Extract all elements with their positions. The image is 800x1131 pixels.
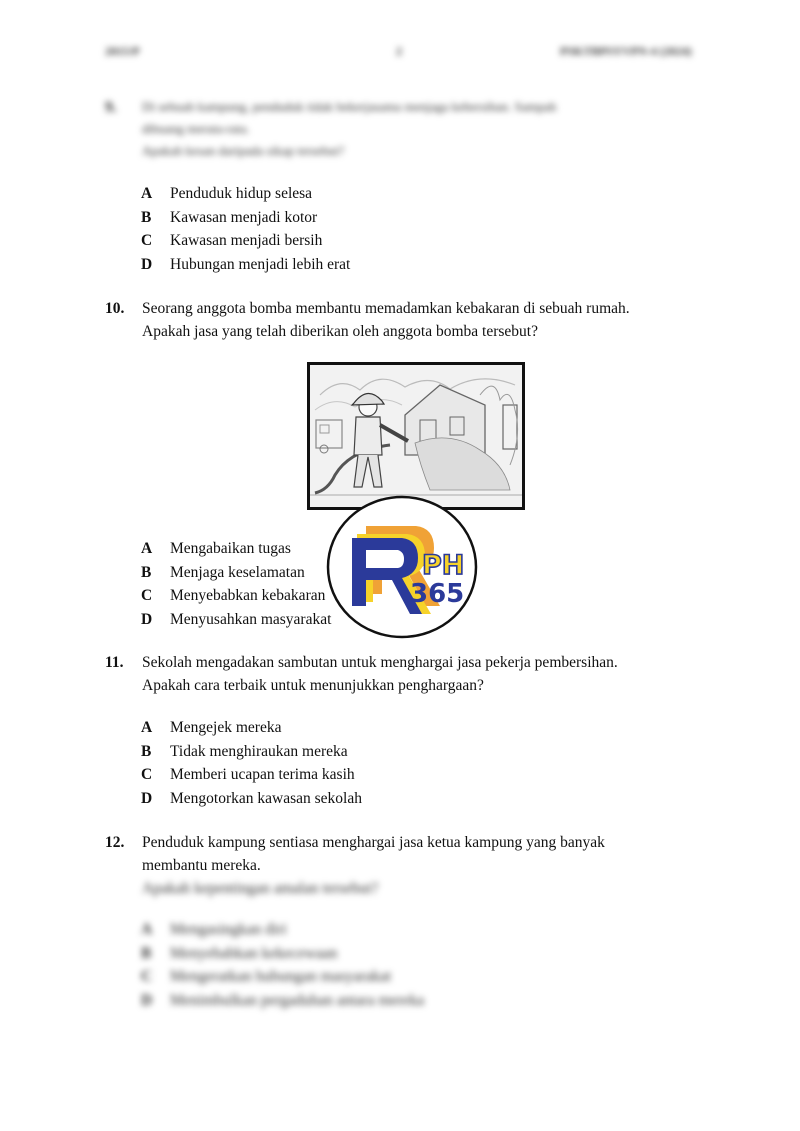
option-text: Kawasan menjadi kotor [170,208,318,226]
option-text: Menyebabkan kekecewaan [170,944,338,962]
option-a[interactable] [141,918,424,942]
option-text: Mengasingkan diri [170,921,287,938]
option-text: Menimbulkan pergaduhan antara mereka [170,991,425,1009]
question-9 [105,96,665,162]
logo-ph-text: PH [422,550,465,581]
question-line: Apakah kesan daripada sikap tersebut? [142,143,345,158]
option-label: A [141,719,153,736]
option-label: C [141,232,153,249]
option-b[interactable] [141,740,362,764]
question-line: Penduduk kampung sentiasa menghargai jasa ketua kampung yang banyak [142,834,605,851]
question-line: Apakah cara terbaik untuk menunjukkan penghargaan? [142,677,484,694]
option-c[interactable] [141,965,424,989]
question-text [142,297,665,343]
question-text [142,96,665,162]
options-q12 [141,918,424,1012]
option-label: A [141,185,153,202]
options-q10 [141,537,331,631]
option-label: D [141,255,153,273]
option-c[interactable] [141,584,331,608]
option-a[interactable] [141,182,350,206]
question-line: Apakah kepentingan amalan tersebut? [142,880,379,897]
options-q11 [141,716,362,810]
question-text [142,651,665,697]
question-number: 11. [105,654,124,671]
option-text: Kawasan menjadi bersih [170,232,323,249]
options-q9 [141,182,350,276]
question-number: 12. [105,834,125,851]
question-number: 9. [105,99,117,116]
option-text: Mengotorkan kawasan sekolah [170,789,362,807]
option-text: Memberi ucapan terima kasih [170,766,355,783]
option-label: C [141,587,153,604]
question-line: Apakah jasa yang telah diberikan oleh anggota bomba tersebut? [142,323,538,340]
option-text: Mengeratkan hubungan masyarakat [170,968,392,985]
option-label: B [141,208,152,226]
option-b[interactable] [141,561,331,585]
logo-graphic [322,490,480,640]
option-d[interactable] [141,253,350,277]
option-label: A [141,540,153,557]
option-b[interactable] [141,942,424,966]
question-line: Seorang anggota bomba membantu memadamkan kebakaran di sebuah rumah. [142,300,630,317]
option-label: D [141,789,153,807]
option-label: D [141,610,153,628]
question-line: Di sebuah kampung, penduduk tidak bekerjasama menjaga kebersihan. Sampah [142,99,557,114]
option-text: Menyusahkan masyarakat [170,610,332,628]
option-text: Mengejek mereka [170,719,282,736]
question-number: 10. [105,300,125,317]
option-c[interactable] [141,763,362,787]
question-10 [105,297,665,343]
option-label: B [141,944,152,962]
question-line: Sekolah mengadakan sambutan untuk menghargai jasa pekerja pembersihan. [142,654,618,671]
option-text: Penduduk hidup selesa [170,185,313,202]
option-text: Mengabaikan tugas [170,540,291,557]
option-label: D [141,991,153,1009]
header-page-number: 2 [396,44,402,58]
option-label: C [141,968,153,985]
question-line: dibuang merata-rata. [142,121,250,136]
option-a[interactable] [141,716,362,740]
option-a[interactable] [141,537,331,561]
logo-365-text: 365 [410,579,465,609]
header-right: PSKTBPSYVPN-4 (2024) [560,44,692,58]
option-d[interactable] [141,989,424,1013]
question-text [142,831,665,900]
option-d[interactable] [141,608,331,632]
option-b[interactable] [141,206,350,230]
option-label: B [141,563,152,581]
option-c[interactable] [141,229,350,253]
option-text: Hubungan menjadi lebih erat [170,255,351,273]
question-line: membantu mereka. [142,857,261,874]
option-label: B [141,742,152,760]
question-11 [105,651,665,697]
option-text: Menyebabkan kebakaran [170,587,326,604]
firefighter-drawing [310,365,522,507]
rph365-watermark-logo [322,490,480,640]
option-text: Tidak menghiraukan mereka [170,742,348,760]
option-text: Menjaga keselamatan [170,563,305,581]
question-12 [105,831,665,900]
option-label: A [141,921,153,938]
option-label: C [141,766,153,783]
firefighter-illustration [307,362,525,510]
header-left: 2015/P [105,44,140,58]
option-d[interactable] [141,787,362,811]
